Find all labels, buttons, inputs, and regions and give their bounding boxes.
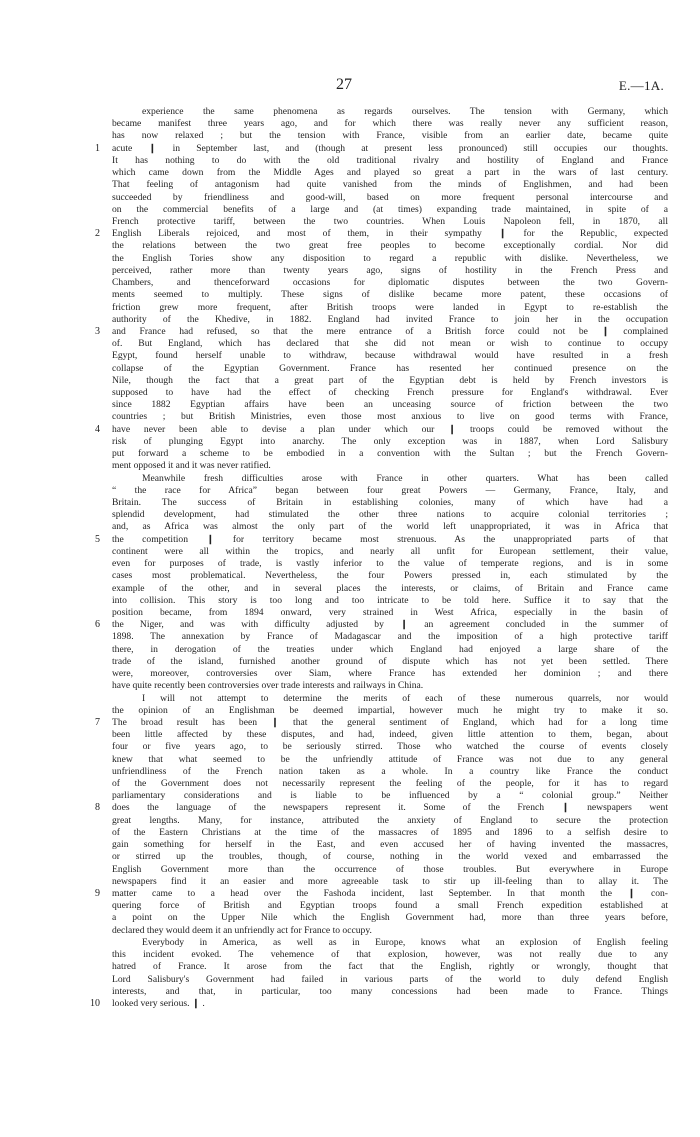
text-line-content: ments seemed to multiply. These signs of dislike became more patent, these occasions of — [112, 289, 668, 301]
text-line-content: Lord Salisbury's Government had failed in various parts of the world to duly defend English — [112, 973, 668, 985]
text-line — [112, 680, 668, 692]
text-line — [112, 986, 668, 998]
text-line-content: of. But England, which has declared that she did not mean or wish to continue to occupy — [112, 338, 668, 350]
text-line-content: cases most problematical. Nevertheless, the four Powers pressed in, each stimulated by the — [112, 570, 668, 582]
text-line — [112, 790, 668, 802]
margin-line-number: 7 — [95, 716, 100, 728]
text-line-content: Nile, though the fact that a great part of the Egyptian debt is held by French investors is — [112, 374, 668, 386]
text-line — [112, 253, 668, 265]
text-line — [112, 827, 668, 839]
text-line-content: It has nothing to do with the old traditional rivalry and hostility of England and France — [112, 154, 668, 166]
text-line — [112, 106, 668, 118]
text-line — [95, 802, 668, 814]
text-line-content: of the Government does not necessarily represent the feeling of the people, for it has to regard — [112, 778, 668, 790]
text-line-content: interests, and that, in particular, too many concessions had been made to France. Things — [112, 985, 668, 997]
text-line — [112, 546, 668, 558]
text-line — [112, 289, 668, 301]
text-line — [112, 961, 668, 973]
text-line — [95, 228, 668, 240]
text-line-content: position became, from 1894 onward, very strained in West Africa, especially in the basin of — [112, 606, 668, 618]
text-line — [95, 325, 668, 338]
text-line — [112, 974, 668, 986]
text-line-content: authority of the Khedive, in 1882. England had invited France to join her in the occupation — [112, 313, 668, 325]
margin-line-number: 1 — [95, 142, 100, 154]
text-line — [112, 155, 668, 167]
text-line-content: the competition ❙ for territory became most strenuous. As the unappropriated parts of that — [112, 533, 668, 545]
text-line — [112, 521, 668, 533]
text-line — [112, 839, 668, 851]
text-line-content: collapse of the Egyptian Government. France has resented her continued presence on the — [112, 362, 668, 374]
margin-line-number: 3 — [95, 325, 100, 337]
text-line — [112, 399, 668, 411]
text-line — [112, 583, 668, 595]
text-line-content: since 1882 Egyptian affairs have been an unceasing source of friction between the two — [112, 399, 668, 411]
text-line — [112, 778, 668, 790]
text-line-content: That feeling of antagonism had quite vanished from the minds of Englishmen, and had been — [112, 179, 668, 191]
text-line-content: were, moreover, controversies over Siam, where France has extended her dominion ; and there — [112, 668, 668, 680]
text-line — [112, 265, 668, 277]
text-line-content: French protective tariff, between the two countries. When Louis Napoleon fell, in 1870, all — [112, 215, 668, 227]
text-line — [112, 754, 668, 766]
text-line-content: gain something for herself in the East, and even accused her of having invented the massacres, — [112, 839, 668, 851]
text-line — [112, 705, 668, 717]
text-line — [112, 411, 668, 423]
text-line — [112, 949, 668, 961]
text-line — [112, 363, 668, 375]
margin-line-number: 2 — [95, 228, 100, 240]
text-line — [112, 118, 668, 130]
text-line — [112, 240, 668, 252]
text-line-content: Britain. The success of Britain in establishing colonies, many of which have had a — [112, 497, 668, 508]
text-line — [112, 912, 668, 924]
text-line-content: matter came to a head over the Fashoda incident, last September. In that month the ❙ con- — [112, 888, 668, 899]
text-line-content: been little affected by these disputes, and had, indeed, given little attention to them, began, about — [112, 729, 668, 741]
text-line-content: “ the race for Africa” began between four great Powers — Germany, France, Italy, and — [112, 484, 668, 496]
text-line-content: perceived, rather more than twenty years ago, signs of hostility in the French Press and — [112, 264, 668, 276]
text-line-content: supposed to have had the effect of checking French pressure for England's withdrawal. Ever — [112, 387, 668, 399]
text-line — [112, 436, 668, 448]
text-line-content: 1898. The annexation by France of Madagascar and the imposition of a high protective tariff — [112, 631, 668, 643]
text-line — [112, 204, 668, 216]
text-line-content: there, in derogation of the treaties under which England had enjoyed a large share of the — [112, 643, 668, 655]
text-line-content: the relations between the two great free peoples to become exceptionally cordial. Nor did — [112, 240, 668, 252]
text-line-content: newspapers find it an easier and more agreeable task to stir up ill-feeling than to allay it. The — [112, 875, 668, 887]
text-line — [112, 130, 668, 142]
text-line — [95, 716, 668, 729]
text-line-content: even for purposes of trade, is vastly inferior to the value of temperate regions, and is in some — [112, 558, 668, 570]
text-line-content: which came down from the Middle Ages and played so great a part in the wars of last century. — [112, 167, 668, 179]
text-line-content: continent were all within the tropics, and nearly all unfit for European settlement, their value, — [112, 545, 668, 557]
text-line-content: declared they would deem it an unfriendly act for France to occupy. — [112, 924, 372, 936]
text-line — [112, 937, 668, 949]
margin-line-number: 8 — [95, 802, 100, 814]
text-line — [112, 729, 668, 741]
text-line — [112, 741, 668, 753]
text-line-content: splendid development, had stimulated the other three nations to acquire colonial territories ; — [112, 509, 668, 521]
text-line-content: and France had refused, so that the mere entrance of a British force could not be ❙ complained — [112, 325, 668, 337]
text-line — [112, 864, 668, 876]
text-line — [112, 314, 668, 326]
text-line-content: I will not attempt to determine the merits of each of these numerous quarrels, nor would — [142, 692, 668, 704]
text-line-content: have never been able to devise a plan under which our ❙ troops could be removed without the — [112, 423, 668, 435]
page-header — [0, 76, 700, 100]
text-line-content: has now relaxed ; but the tension with France, visible from an earlier date, became quite — [112, 130, 668, 142]
text-line-content: a point on the Upper Nile which the English Government had, more than three years before, — [112, 912, 668, 924]
text-line — [112, 497, 668, 509]
text-line — [112, 448, 668, 460]
text-line — [95, 533, 668, 546]
text-line-content: looked very serious. ❙ . — [112, 997, 205, 1009]
text-line — [112, 815, 668, 827]
text-line — [112, 509, 668, 521]
text-line-content: on the commercial benefits of a large and (at times) expanding trade maintained, in spite of a — [112, 203, 668, 215]
text-line-content: four or five years ago, to be seriously stirred. Those who watched the course of events closely — [112, 741, 668, 753]
text-line — [112, 277, 668, 289]
text-line — [112, 167, 668, 179]
text-line — [112, 350, 668, 362]
text-line-content: friction grew more frequent, after British troops were landed in Egypt to re-establish the — [112, 301, 668, 313]
text-line-content: English Liberals rejoiced, and most of them, in their sympathy ❙ for the Republic, expected — [112, 228, 668, 240]
margin-line-number: 6 — [95, 619, 100, 631]
text-line — [112, 607, 668, 619]
text-line — [112, 656, 668, 668]
text-line-content: or stirred up the troubles, though, of course, nothing in the world vexed and embarrassed the — [112, 851, 668, 863]
text-line — [95, 423, 668, 436]
text-line-content: unfriendliness of the French nation taken as a whole. In a country like France the conduct — [112, 765, 668, 777]
margin-line-number: 5 — [95, 533, 100, 545]
text-line — [112, 460, 668, 472]
text-line-content: Egypt, found herself unable to withdraw, because withdrawal would have resulted in a fresh — [112, 350, 668, 362]
text-line-content: Meanwhile fresh difficulties arose with France in other quarters. What has been called — [142, 472, 668, 484]
text-line — [112, 595, 668, 607]
margin-line-number: 10 — [90, 997, 100, 1009]
document-reference: E.—1A. — [618, 78, 664, 93]
text-line-content: hatred of France. It arose from the fact that the English, rightly or wrongly, thought that — [112, 961, 668, 973]
text-line-content: quering force of British and Egyptian troops found a small French expedition established at — [112, 900, 668, 912]
text-line — [112, 387, 668, 399]
body-text — [90, 106, 668, 1010]
text-line-content: became manifest three years ago, and for which there was really never any sufficient reason, — [112, 118, 668, 130]
text-line-content: this incident evoked. The vehemence of that explosion, however, was not really due to any — [112, 949, 668, 961]
text-line-content: countries ; but British Ministries, even those most anxious to live on good terms with France, — [112, 411, 668, 423]
text-line — [112, 851, 668, 863]
text-line — [95, 888, 668, 900]
text-line-content: risk of plunging Egypt into anarchy. The only exception was in 1887, when Lord Salisbury — [112, 435, 668, 447]
text-line — [112, 900, 668, 912]
text-line-content: example of the other, and in several places the interests, or claims, of Britain and France came — [112, 582, 668, 594]
page-number: 27 — [336, 76, 352, 93]
text-line-content: have quite recently been controversies over trade interests and railways in China. — [112, 680, 424, 692]
text-line — [112, 570, 668, 582]
text-line-content: and, as Africa was almost the only part of the world left unappropriated, it was in Africa that — [112, 521, 668, 533]
text-line-content: English Government more than the occurrence of those troubles. But everywhere in Europe — [112, 863, 668, 875]
text-line-content: ment opposed it and it was never ratified. — [112, 460, 271, 472]
text-line-content: great lengths. Many, for instance, attributed the anxiety of England to secure the protection — [112, 814, 668, 826]
text-line — [95, 619, 668, 631]
text-line-content: the English Tories show any disposition to regard a republic with dislike. Nevertheless, we — [112, 252, 668, 264]
text-line — [112, 925, 668, 937]
text-line-content: knew that what seemed to be the unfriendly attitude of France was not due to any general — [112, 753, 668, 765]
text-line — [112, 558, 668, 570]
margin-line-number: 4 — [95, 423, 100, 435]
text-line — [112, 766, 668, 778]
text-line — [112, 485, 668, 497]
text-line-content: The broad result has been ❙ that the general sentiment of England, which had for a long time — [112, 716, 668, 728]
text-line-content: of the Eastern Christians at the time of the massacres of 1895 and 1896 to a selfish desire to — [112, 826, 668, 838]
text-line-content: into collision. This story is too long and too intricate to be told here. Suffice it to say that the — [112, 594, 668, 606]
text-line — [112, 375, 668, 387]
text-line — [95, 142, 668, 155]
text-line — [112, 338, 668, 350]
text-line-content: succeeded by friendliness and good-will, based on more frequent personal intercourse and — [112, 191, 668, 203]
text-line-content: trade of the island, furnished another ground of dispute which has not yet been settled. There — [112, 655, 668, 667]
text-line — [112, 668, 668, 680]
text-line-content: put forward a scheme to be embodied in a convention with the Sultan ; but the French Govern- — [112, 448, 668, 460]
text-line-content: acute ❙ in September last, and (though at present less pronounced) still occupies our thoughts. — [112, 142, 668, 154]
text-line-content: does the language of the newspapers represent it. Some of the French ❙ newspapers went — [112, 802, 668, 814]
text-line — [112, 644, 668, 656]
text-line — [112, 473, 668, 485]
text-line-content: Chambers, and thenceforward occasions for diplomatic disputes between the two Govern- — [112, 277, 668, 289]
text-line-content: Everybody in America, as well as in Europe, knows what an explosion of English feeling — [142, 936, 668, 948]
margin-line-number: 9 — [95, 888, 100, 899]
text-line-content: parliamentary considerations and is liable to be influenced by a “ colonial group.” Neither — [112, 790, 668, 802]
text-line-content: the Niger, and was with difficulty adjusted by ❙ an agreement concluded in the summer of — [112, 619, 668, 631]
text-line — [112, 631, 668, 643]
text-line — [112, 693, 668, 705]
text-line — [90, 997, 668, 1010]
text-line — [112, 192, 668, 204]
text-line-content: experience the same phenomena as regards ourselves. The tension with Germany, which — [142, 106, 668, 117]
text-line — [112, 179, 668, 191]
text-line — [112, 876, 668, 888]
text-line-content: the opinion of an Englishman be deemed impartial, however much he might try to make it so. — [112, 704, 668, 716]
text-line — [112, 216, 668, 228]
text-line — [112, 302, 668, 314]
